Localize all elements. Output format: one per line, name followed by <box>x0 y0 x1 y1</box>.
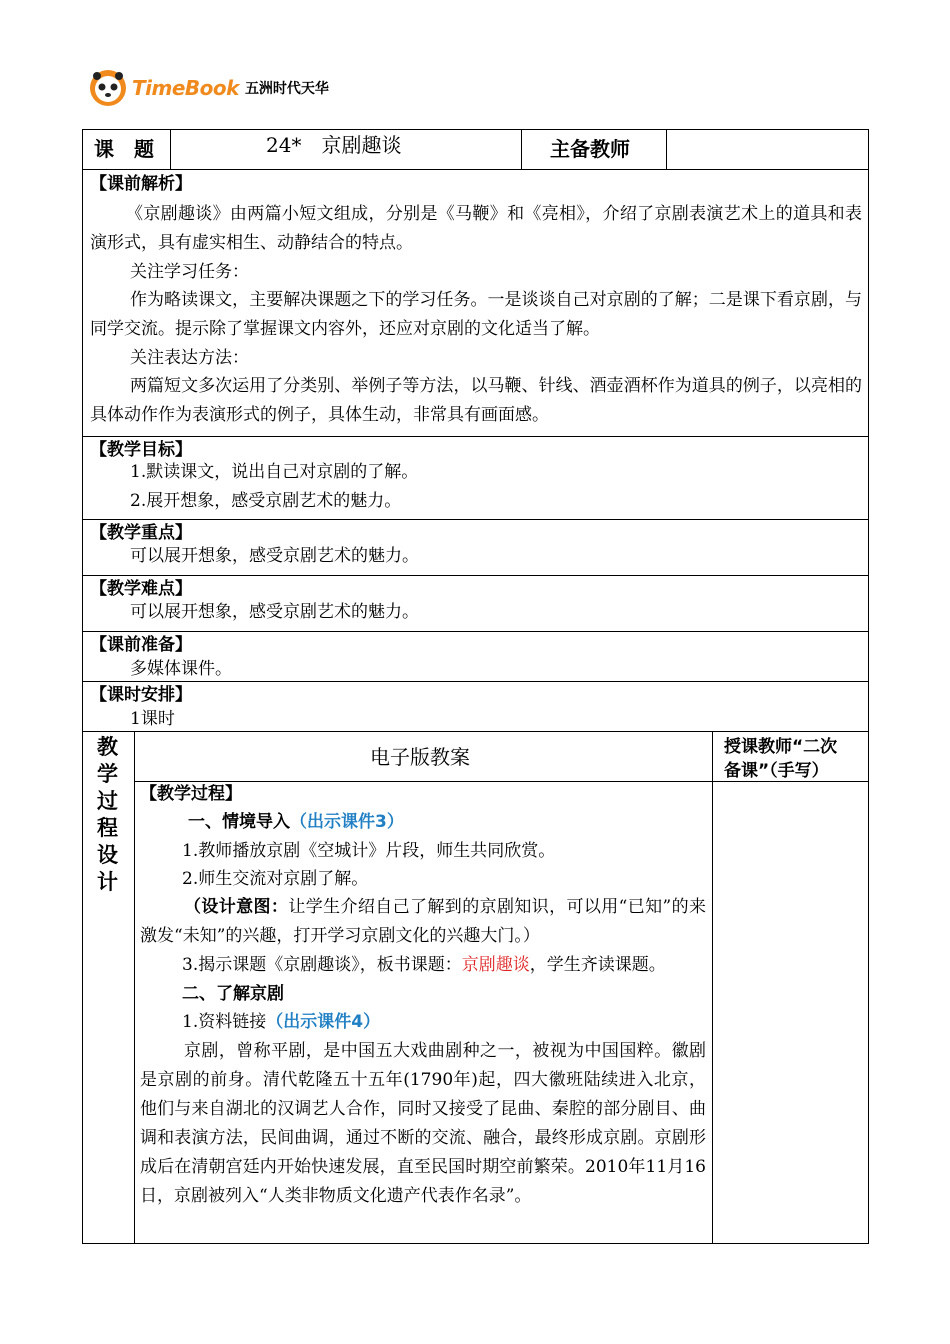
process-heading: 【教学过程】 <box>140 784 242 804</box>
design-side-label-1: 教 <box>97 735 118 759</box>
design-intent-label: （设计意图： <box>184 897 289 917</box>
section-1-line-3-b: ，学生齐读课题。 <box>529 955 666 975</box>
goals-heading: 【教学目标】 <box>90 440 192 460</box>
pre-analysis-heading: 【课前解析】 <box>90 174 192 194</box>
notes-title-1: 授课教师“二次 <box>724 737 838 757</box>
notes-title-2: 备课”（手写） <box>724 761 829 781</box>
design-intent <box>140 893 706 950</box>
design-side-label-3: 过 <box>97 789 118 813</box>
section-2-line-1-text: 1.资料链接 <box>182 1012 267 1032</box>
key-points-text: 可以展开想象，感受京剧艺术的魅力。 <box>130 546 419 566</box>
schedule-heading: 【课时安排】 <box>90 685 192 705</box>
difficulties-text: 可以展开想象，感受京剧艺术的魅力。 <box>130 602 419 622</box>
preparation-heading: 【课前准备】 <box>90 635 192 655</box>
topic-label: 课 题 <box>94 137 154 161</box>
design-side-label-4: 程 <box>97 816 118 840</box>
design-side-label-2: 学 <box>97 762 118 786</box>
section-1-line-2: 2.师生交流对京剧了解。 <box>182 869 369 889</box>
design-col-title: 电子版教案 <box>370 745 470 769</box>
design-side-label-6: 计 <box>97 870 118 894</box>
teacher-label: 主备教师 <box>550 137 630 161</box>
design-side-label-5: 设 <box>97 843 118 867</box>
pre-analysis-p3: 作为略读课文，主要解决课题之下的学习任务。一是谈谈自己对京剧的了解；二是课下看京剧，与同学交流。提示除了掌握课文内容外，还应对京剧的文化适当了解。 <box>90 290 862 339</box>
schedule-text: 1课时 <box>130 709 175 729</box>
section-2-title: 二、了解京剧 <box>182 984 284 1004</box>
section-1-title <box>188 808 404 836</box>
section-2-paragraph: 京剧，曾称平剧，是中国五大戏曲剧种之一，被视为中国国粹。徽剧是京剧的前身。清代乾隆五十五年(1790年)起，四大徽班陆续进入北京，他们与来自湖北的汉调艺人合作，同时又接受了昆曲、秦腔的部分剧目、曲调和表演方法，民间曲调，通过不断的交流、融合，最终形成京剧。京剧形成后在清朝宫廷内开始快速发展，直至民国时期空前繁荣。2010年11月16日，京剧被列入“人类非物质文化遗产代表作名录”。 <box>140 1041 706 1206</box>
section-2-courseware: （出示课件4） <box>266 1012 381 1032</box>
difficulties-heading: 【教学难点】 <box>90 579 192 599</box>
design-intent-text: 让学生介绍自己了解到的京剧知识，可以用“已知”的来激发“未知”的兴趣，打开学习京剧文化的兴趣大门。） <box>140 897 706 946</box>
section-1-line-3-a: 3.揭示课题《京剧趣谈》，板书课题： <box>182 955 462 975</box>
notes-area[interactable] <box>713 782 868 1243</box>
topic-value: 24* 京剧趣谈 <box>266 133 402 157</box>
brand-name: TimeBook <box>132 76 239 100</box>
goal-item-2: 2.展开想象，感受京剧艺术的魅力。 <box>130 491 402 511</box>
teacher-value[interactable] <box>680 135 850 163</box>
logo <box>88 68 329 108</box>
section-1-line-3 <box>182 951 666 979</box>
panda-mascot-icon <box>88 68 128 108</box>
brand-cn: 五洲时代天华 <box>244 81 329 97</box>
board-title: 京剧趣谈 <box>461 955 530 975</box>
preparation-text: 多媒体课件。 <box>130 659 232 679</box>
section-1-title-text: 一、情境导入 <box>188 812 290 832</box>
pre-analysis-p2: 关注学习任务： <box>130 262 249 282</box>
pre-analysis-p1: 《京剧趣谈》由两篇小短文组成，分别是《马鞭》和《亮相》，介绍了京剧表演艺术上的道具和表演形式，具有虚实相生、动静结合的特点。 <box>90 204 862 253</box>
section-2-line-1 <box>182 1008 380 1036</box>
pre-analysis-p5: 两篇短文多次运用了分类别、举例子等方法，以马鞭、针线、酒壶酒杯作为道具的例子，以亮相的具体动作作为表演形式的例子，具体生动，非常具有画面感。 <box>90 376 862 425</box>
key-points-heading: 【教学重点】 <box>90 523 192 543</box>
goal-item-1: 1.默读课文，说出自己对京剧的了解。 <box>130 462 419 482</box>
section-1-line-1: 1.教师播放京剧《空城计》片段，师生共同欣赏。 <box>182 841 556 861</box>
pre-analysis-p4: 关注表达方法： <box>130 348 249 368</box>
section-1-courseware: （出示课件3） <box>290 812 404 832</box>
